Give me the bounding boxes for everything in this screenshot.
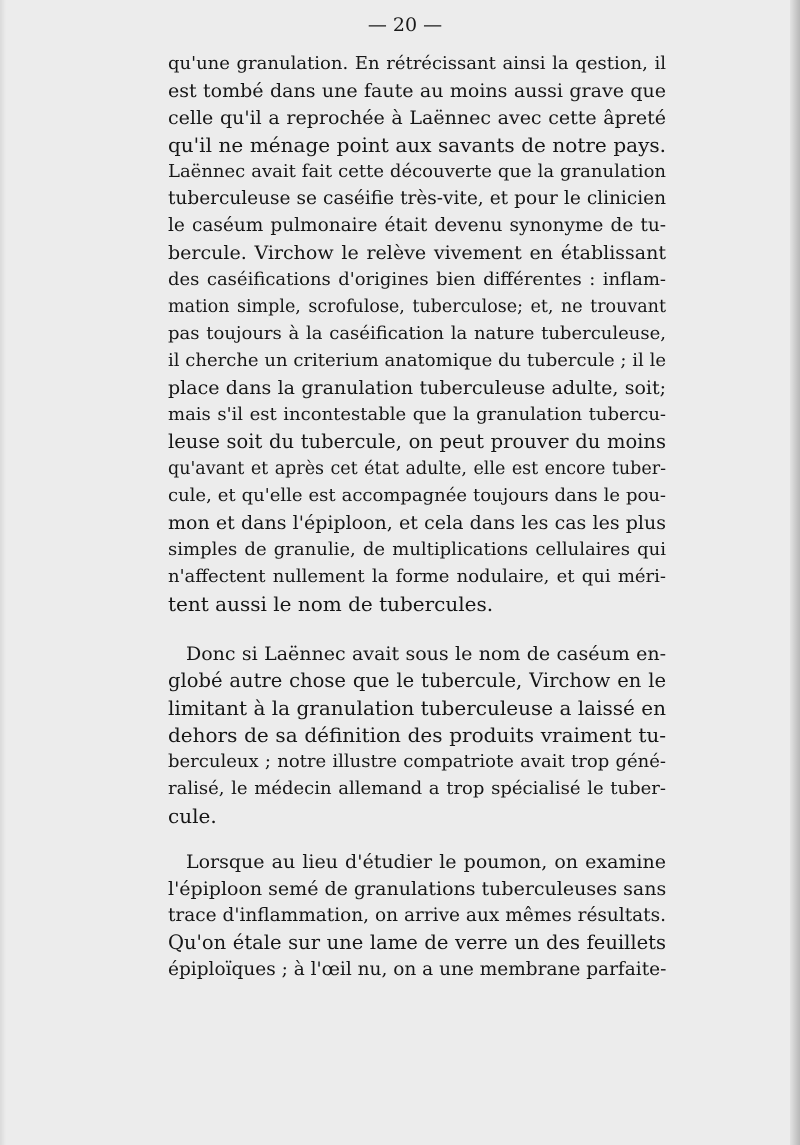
text-line: limitant à la granulation tuberculeuse a laissé en <box>168 696 666 720</box>
text-line: qu'avant et après cet état adulte, elle est encore tuber- <box>168 459 666 479</box>
text-line: Laënnec avait fait cette découverte que la granulation <box>168 161 666 182</box>
text-line: bercule. Virchow le relève vivement en établissant <box>168 242 666 264</box>
text-line: est tombé dans une faute au moins aussi grave que <box>168 80 666 102</box>
text-line: berculeux ; notre illustre compatriote avait trop géné- <box>168 751 666 772</box>
text-line: des caséifications d'origines bien différentes : inflam- <box>168 269 666 290</box>
text-line: trace d'inflammation, on arrive aux mêmes résultats. <box>168 905 666 926</box>
text-line: mation simple, scrofulose, tuberculose; et, ne trouvant <box>168 297 666 317</box>
text-line: globé autre chose que le tubercule, Virchow en le <box>168 669 666 692</box>
text-line: Qu'on étale sur une lame de verre un des feuillets <box>168 931 666 954</box>
text-line: l'épiploon semé de granulations tuberculeuses sans <box>168 878 667 900</box>
text-line: celle qu'il a reprochée à Laënnec avec cette âpreté <box>168 107 666 129</box>
page-left-edge <box>0 0 6 1145</box>
text-line: Lorsque au lieu d'étudier le poumon, on examine <box>186 851 666 873</box>
text-line: épiploïques ; à l'œil nu, on a une membrane parfaite- <box>168 959 667 980</box>
text-line: leuse soit du tubercule, on peut prouver du moins <box>168 430 666 453</box>
text-line: n'affectent nullement la forme nodulaire, et qui méri- <box>168 566 666 587</box>
text-line: cule. <box>168 804 217 828</box>
page-number: — 20 — <box>367 14 443 36</box>
text-line: place dans la granulation tuberculeuse adulte, soit; <box>168 377 666 399</box>
text-line: pas toujours à la caséification la nature tuberculeuse, <box>168 323 666 344</box>
text-line: le caséum pulmonaire était devenu synonyme de tu- <box>168 215 666 236</box>
text-line: tent aussi le nom de tubercules. <box>168 592 494 616</box>
text-line: simples de granulie, de multiplications cellulaires qui <box>168 539 666 560</box>
text-line: mais s'il est incontestable que la granulation tubercu- <box>168 404 666 425</box>
text-line: qu'il ne ménage point aux savants de notre pays. <box>168 133 666 157</box>
page-right-edge <box>790 0 800 1145</box>
text-line: mon et dans l'épiploon, et cela dans les cas les plus <box>168 512 666 534</box>
text-line: Donc si Laënnec avait sous le nom de caséum en- <box>186 643 666 665</box>
text-line: ralisé, le médecin allemand a trop spécialisé le tuber- <box>168 778 666 799</box>
text-line: tuberculeuse se caséifie très-vite, et pour le clinicien <box>168 188 666 209</box>
text-line: dehors de sa définition des produits vraiment tu- <box>168 723 666 747</box>
text-line: qu'une granulation. En rétrécissant ainsi la qestion, il <box>168 53 666 74</box>
text-line: il cherche un criterium anatomique du tubercule ; il le <box>168 350 666 371</box>
text-line: cule, et qu'elle est accompagnée toujours dans le pou- <box>168 485 666 506</box>
